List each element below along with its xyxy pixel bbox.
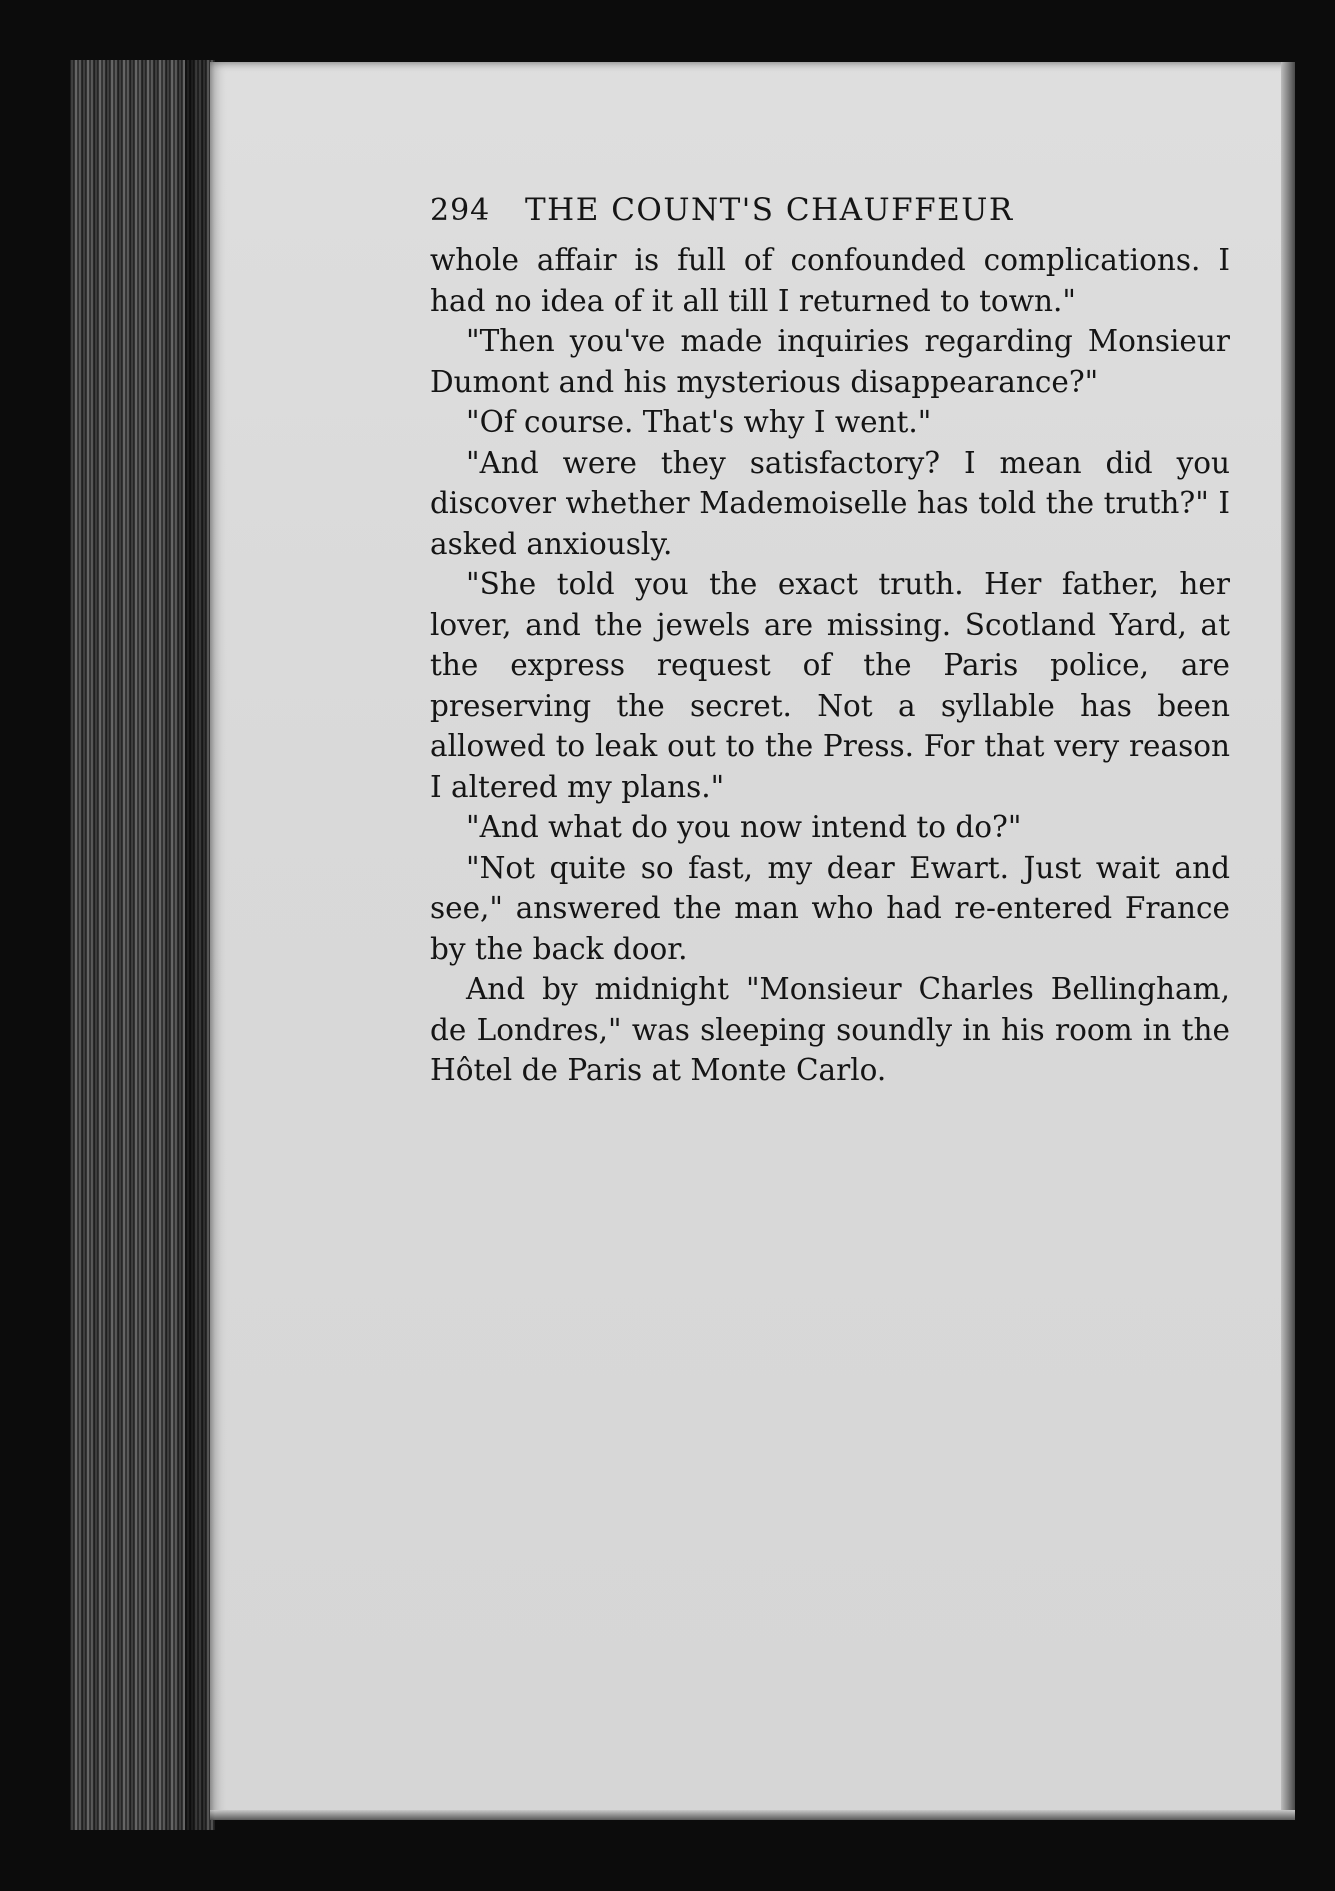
paragraph: whole affair is full of confounded complications. I had no idea of it all till I returned to town." xyxy=(430,243,1230,318)
page-number: 294 xyxy=(430,193,491,228)
page-content xyxy=(430,192,1230,1091)
running-head xyxy=(430,192,1230,228)
paragraph: "Then you've made inquiries regarding Monsieur Dumont and his mysterious disappearance?" xyxy=(430,324,1230,399)
paragraph: "Of course. That's why I went." xyxy=(466,405,932,439)
paragraph: And by midnight "Monsieur Charles Bellingham, de Londres," was sleeping soundly in his room in the Hôtel de Paris at Monte Carlo. xyxy=(430,972,1230,1087)
body-text xyxy=(430,240,1230,1091)
page-paper xyxy=(210,62,1295,1820)
paper-right-edge xyxy=(1281,62,1295,1820)
paragraph: "Not quite so fast, my dear Ewart. Just wait and see," answered the man who had re-entered France by the back door. xyxy=(430,850,1230,966)
running-title: THE COUNT'S CHAUFFEUR xyxy=(525,192,1014,228)
binding-shadow xyxy=(185,60,215,1830)
paper-bottom-edge xyxy=(210,1810,1295,1820)
paragraph: "And were they satisfactory? I mean did you discover whether Mademoiselle has told the truth?" I asked anxiously. xyxy=(430,445,1230,561)
paragraph: "She told you the exact truth. Her father, her lover, and the jewels are missing. Scotland Yard, at the express request of the Paris police, are preserving the secret. Not a syllable has been allowed to leak out to the Press. For that very reason I altered my plans." xyxy=(430,567,1230,804)
paragraph: "And what do you now intend to do?" xyxy=(466,810,1022,844)
